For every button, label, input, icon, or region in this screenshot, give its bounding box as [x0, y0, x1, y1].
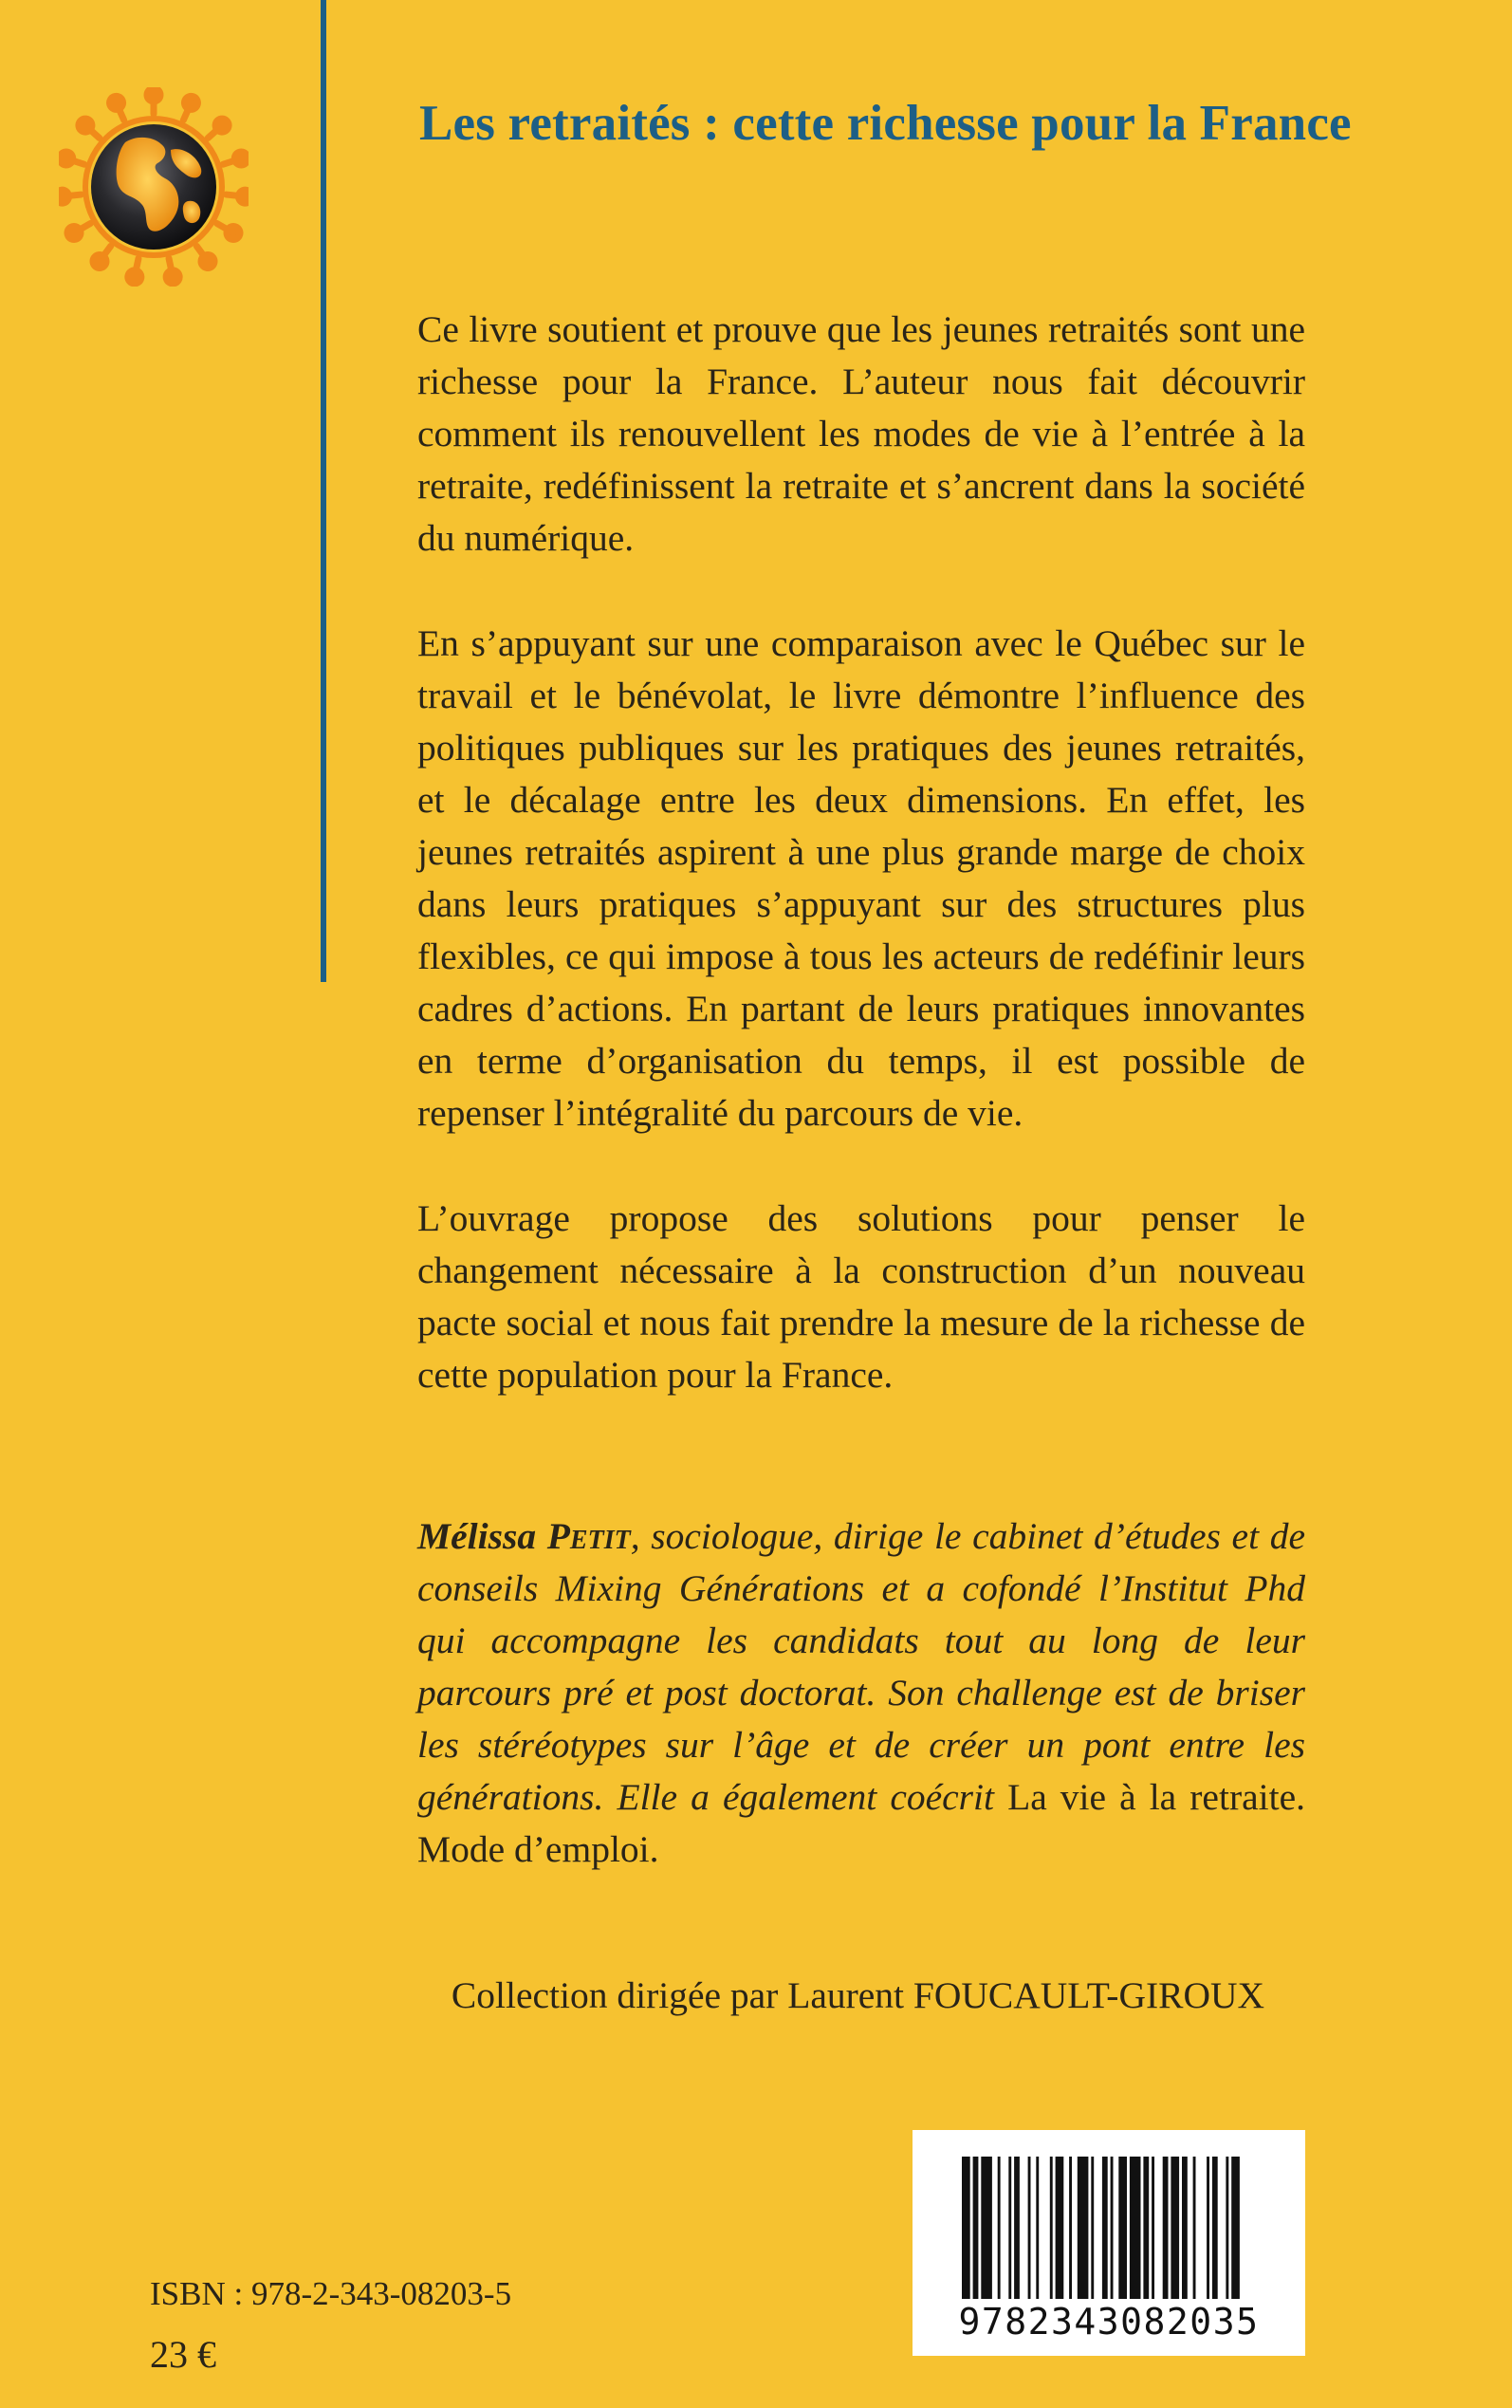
barcode-bar: [1069, 2157, 1072, 2299]
description: [417, 304, 1305, 1454]
barcode-bar: [1091, 2157, 1094, 2299]
barcode-bar: [1193, 2157, 1196, 2299]
author-bio-text: , sociologue, dirige le cabinet d’études et de conseils Mixing Générations et a cofondé l’Institut Phd qui accompagne les candidats tout au long de leur parcours pré et post doctorat. Son challenge est de briser les stéréotypes sur l’âge et de créer un pont entre les générations. Elle a également coécrit: [417, 1515, 1306, 1818]
barcode-bar: [1118, 2157, 1127, 2299]
barcode-bar: [1078, 2157, 1089, 2299]
author-last-name: Petit: [546, 1515, 631, 1557]
barcode-bar: [1130, 2157, 1141, 2299]
collection-credit: Collection dirigée par Laurent FOUCAULT-GIROUX: [451, 1974, 1265, 2016]
isbn: ISBN : 978-2-343-08203-5: [150, 2275, 512, 2312]
barcode-bar: [1111, 2157, 1114, 2299]
book-title: Les retraités : cette richesse pour la France: [419, 96, 1352, 151]
barcode-bar: [981, 2157, 992, 2299]
barcode-bar: [1028, 2157, 1031, 2299]
author-first-name: Mélissa: [417, 1515, 537, 1557]
barcode-bar: [1102, 2157, 1108, 2299]
barcode-bar: [1008, 2157, 1011, 2299]
vertical-rule: [321, 0, 326, 982]
paragraph-2: En s’appuyant sur une comparaison avec le Québec sur le travail et le bénévolat, le livre démontre l’influence des politiques publiques sur les pratiques des jeunes retraités, et le décalage entre les deux dimensions. En effet, les jeunes retraités aspirent à une plus grande marge de choix dans leurs pratiques s’appuyant sur des structures plus flexibles, ce qui impose à tous les acteurs de redéfinir leurs cadres d’actions. En partant de leurs pratiques innovantes en terme d’organisation du temps, il est possible de repenser l’intégralité du parcours de vie.: [417, 622, 1305, 1134]
barcode-bar: [1056, 2157, 1064, 2299]
barcode-bar: [1163, 2157, 1169, 2299]
barcode-bar: [1050, 2157, 1053, 2299]
paragraph-3: L’ouvrage propose des solutions pour penser le changement nécessaire à la construction d’un nouveau pacte social et nous fait prendre la mesure de la richesse de cette population pour la France.: [417, 1197, 1305, 1396]
barcode: [913, 2130, 1305, 2356]
barcode-bar: [973, 2157, 979, 2299]
globe-logo-icon: [59, 87, 249, 287]
barcode-bar: [1212, 2157, 1218, 2299]
barcode-bar: [1152, 2157, 1154, 2299]
barcode-bar: [1171, 2157, 1179, 2299]
barcode-bar: [1226, 2157, 1228, 2299]
barcode-bar: [1014, 2157, 1020, 2299]
price: 23 €: [150, 2333, 216, 2376]
barcode-bar: [962, 2157, 970, 2299]
barcode-bar: [998, 2157, 1001, 2299]
author-bio: [417, 1510, 1305, 1876]
barcode-bar: [1231, 2157, 1240, 2299]
barcode-digits: 9782343082035: [958, 2301, 1260, 2343]
paragraph-1: Ce livre soutient et prouve que les jeunes retraités sont une richesse pour la France. L’auteur nous fait découvrir comment ils renouvellent les modes de vie à l’entrée à la retraite, redéfinissent la retraite et s’ancrent dans la société du numérique.: [417, 308, 1305, 559]
barcode-bar: [1182, 2157, 1188, 2299]
author-book-title: La vie à la retraite. Mode d’emploi.: [417, 1776, 1305, 1870]
barcode-bar: [1207, 2157, 1209, 2299]
barcode-bar: [1143, 2157, 1149, 2299]
barcode-bar: [1036, 2157, 1039, 2299]
